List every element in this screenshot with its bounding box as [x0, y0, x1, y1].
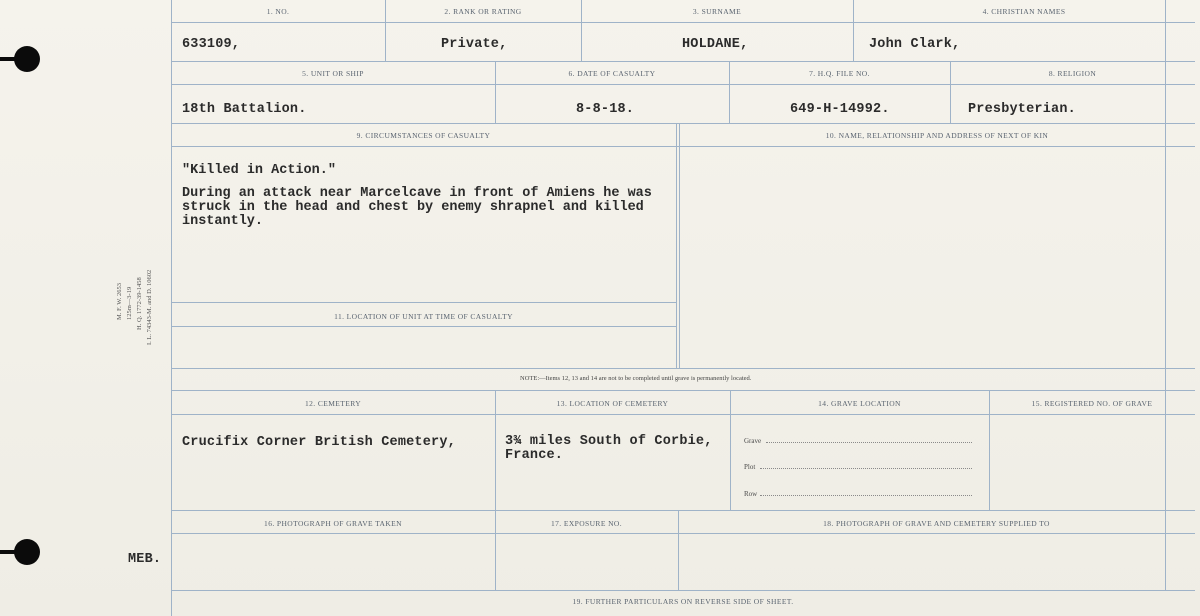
value-unit: 18th Battalion. [182, 102, 307, 117]
header-no: 1. NO. [266, 7, 290, 16]
value-location-cemetery-2: France. [505, 448, 564, 463]
note-text: NOTE:—Items 12, 13 and 14 are not to be completed until grave is permanently located. [520, 375, 752, 382]
header-surname: 3. SURNAME [692, 7, 742, 16]
side-print-1: M. F. W. 2653 [116, 282, 123, 320]
value-rank: Private, [441, 37, 508, 52]
header-unit: 5. UNIT OR SHIP [302, 69, 364, 78]
grave-label: Grave [744, 437, 762, 445]
header-religion: 8. RELIGION [1048, 69, 1097, 78]
plot-label: Plot [744, 463, 756, 471]
value-hq-file: 649-H-14992. [790, 102, 890, 117]
circumstances-line-2: During an attack near Marcelcave in front of Amiens he was [182, 186, 652, 201]
circumstances-line-4: instantly. [182, 214, 264, 229]
header-location-of-unit: 11. LOCATION OF UNIT AT TIME OF CASUALTY [334, 312, 513, 321]
header-circumstances: 9. CIRCUMSTANCES OF CASUALTY [356, 131, 491, 140]
header-cemetery: 12. CEMETERY [304, 399, 362, 408]
value-surname: HOLDANE, [682, 37, 749, 52]
value-date: 8-8-18. [576, 102, 635, 117]
header-exposure-no: 17. EXPOSURE NO. [551, 519, 622, 528]
header-photo-supplied: 18. PHOTOGRAPH OF GRAVE AND CEMETERY SUPPLIED TO [823, 519, 1050, 528]
value-religion: Presbyterian. [968, 102, 1076, 117]
header-grave-location: 14. GRAVE LOCATION [818, 399, 901, 408]
binder-hole-bottom [14, 539, 40, 565]
header-photo-taken: 16. PHOTOGRAPH OF GRAVE TAKEN [264, 519, 402, 528]
header-rank: 2. RANK OR RATING [444, 7, 522, 16]
value-location-cemetery-1: 3¾ miles South of Corbie, [505, 434, 713, 449]
header-next-of-kin: 10. NAME, RELATIONSHIP AND ADDRESS OF NEXT OF KIN [825, 131, 1049, 140]
row-label: Row [744, 490, 758, 498]
clerk-initials: MEB. [128, 552, 162, 567]
binder-hole-top [14, 46, 40, 72]
circumstances-line-1: "Killed in Action." [182, 163, 336, 178]
side-print-3: H. Q. 1772-39-1458 [136, 277, 143, 330]
header-location-of-cemetery: 13. LOCATION OF CEMETERY [556, 399, 669, 408]
header-registered-no: 15. REGISTERED NO. OF GRAVE [1031, 399, 1153, 408]
value-number: 633109, [182, 37, 241, 52]
side-print-2: 125m—3-19 [126, 286, 133, 320]
circumstances-line-3: struck in the head and chest by enemy shrapnel and killed [182, 200, 644, 215]
value-cemetery: Crucifix Corner British Cemetery, [182, 435, 456, 450]
footer-further-particulars: 19. FURTHER PARTICULARS ON REVERSE SIDE OF SHEET. [572, 597, 794, 606]
header-hq-file: 7. H.Q. FILE NO. [809, 69, 870, 78]
side-print-4: I. L. 74343-M. and D. 10602 [146, 269, 153, 345]
header-date: 6. DATE OF CASUALTY [568, 69, 656, 78]
value-christian-names: John Clark, [869, 37, 961, 52]
header-christian-names: 4. CHRISTIAN NAMES [982, 7, 1066, 16]
